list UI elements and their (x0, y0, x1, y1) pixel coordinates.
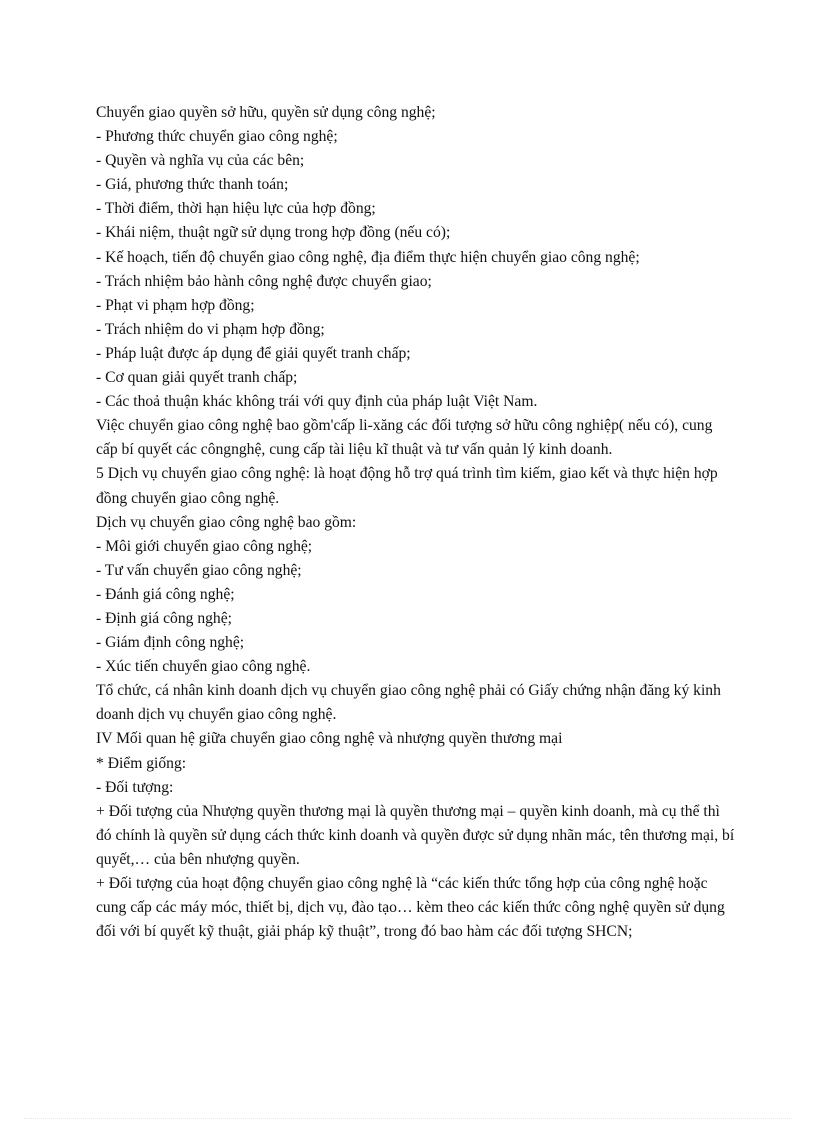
list-item: - Pháp luật được áp dụng để giải quyết tranh chấp; (96, 344, 411, 362)
paragraph: Chuyển giao quyền sở hữu, quyền sử dụng công nghệ; (96, 104, 436, 121)
list-item: - Thời điểm, thời hạn hiệu lực của hợp đồng; (96, 200, 376, 218)
paragraph: Dịch vụ chuyển giao công nghệ bao gồm: (96, 513, 357, 531)
list-item: - Giá, phương thức thanh toán; (96, 176, 289, 194)
document-body (96, 101, 736, 944)
list-item: - Tư vấn chuyển giao công nghệ; (96, 561, 302, 579)
paragraph: Tổ chức, cá nhân kinh doanh dịch vụ chuyển giao công nghệ phải có Giấy chứng nhận đăng ký kinh doanh dịch vụ chuyển giao công nghệ. (96, 682, 721, 724)
list-item: - Môi giới chuyển giao công nghệ; (96, 537, 313, 555)
list-item: - Trách nhiệm do vi phạm hợp đồng; (96, 320, 325, 338)
list-item: - Kế hoạch, tiến độ chuyển giao công nghệ, địa điểm thực hiện chuyển giao công nghệ; (96, 248, 640, 266)
list-item: - Xúc tiến chuyển giao công nghệ. (96, 658, 311, 676)
list-item: - Phạt vi phạm hợp đồng; (96, 296, 255, 314)
list-item: - Trách nhiệm bảo hành công nghệ được chuyển giao; (96, 272, 432, 290)
list-item: - Quyền và nghĩa vụ của các bên; (96, 152, 305, 170)
list-item: - Đánh giá công nghệ; (96, 585, 235, 603)
list-item: - Định giá công nghệ; (96, 609, 232, 627)
list-item: - Phương thức chuyển giao công nghệ; (96, 128, 338, 146)
list-item: - Cơ quan giải quyết tranh chấp; (96, 369, 298, 387)
paragraph: Việc chuyển giao công nghệ bao gồm'cấp li-xăng các đối tượng sở hữu công nghiệp( nếu có), cung cấp bí quyết các côngnghệ, cung cấp tài liệu kĩ thuật và tư vấn quản lý kinh doanh. (96, 417, 713, 459)
list-item: - Giám định công nghệ; (96, 634, 245, 652)
paragraph: + Đối tượng của Nhượng quyền thương mại là quyền thương mại – quyền kinh doanh, mà cụ thể thì đó chính là quyền sử dụng cách thức kinh doanh và quyền được sử dụng nhãn mác, tên thương mại, bí quyết,… của bên nhượng quyền. (96, 802, 735, 868)
list-item: - Các thoả thuận khác không trái với quy định của pháp luật Việt Nam. (96, 393, 538, 411)
list-item: - Khái niệm, thuật ngữ sử dụng trong hợp đồng (nếu có); (96, 224, 451, 242)
subheading: * Điểm giống: (96, 754, 187, 772)
section-heading: IV Mối quan hệ giữa chuyển giao công nghệ và nhượng quyền thương mại (96, 730, 563, 748)
page-bottom-edge (24, 1118, 792, 1119)
section-paragraph: 5 Dịch vụ chuyển giao công nghệ: là hoạt động hỗ trợ quá trình tìm kiếm, giao kết và thực hiện hợp đồng chuyển giao công nghệ. (96, 465, 718, 507)
list-item: - Đối tượng: (96, 778, 174, 796)
paragraph: + Đối tượng của hoạt động chuyển giao công nghệ là “các kiến thức tổng hợp của công nghệ hoặc cung cấp các máy móc, thiết bị, dịch vụ, đào tạo… kèm theo các kiến thức công nghệ quyền sử dụng đối với bí quyết kỹ thuật, giải pháp kỹ thuật”, trong đó bao hàm các đối tượng SHCN; (96, 875, 725, 941)
